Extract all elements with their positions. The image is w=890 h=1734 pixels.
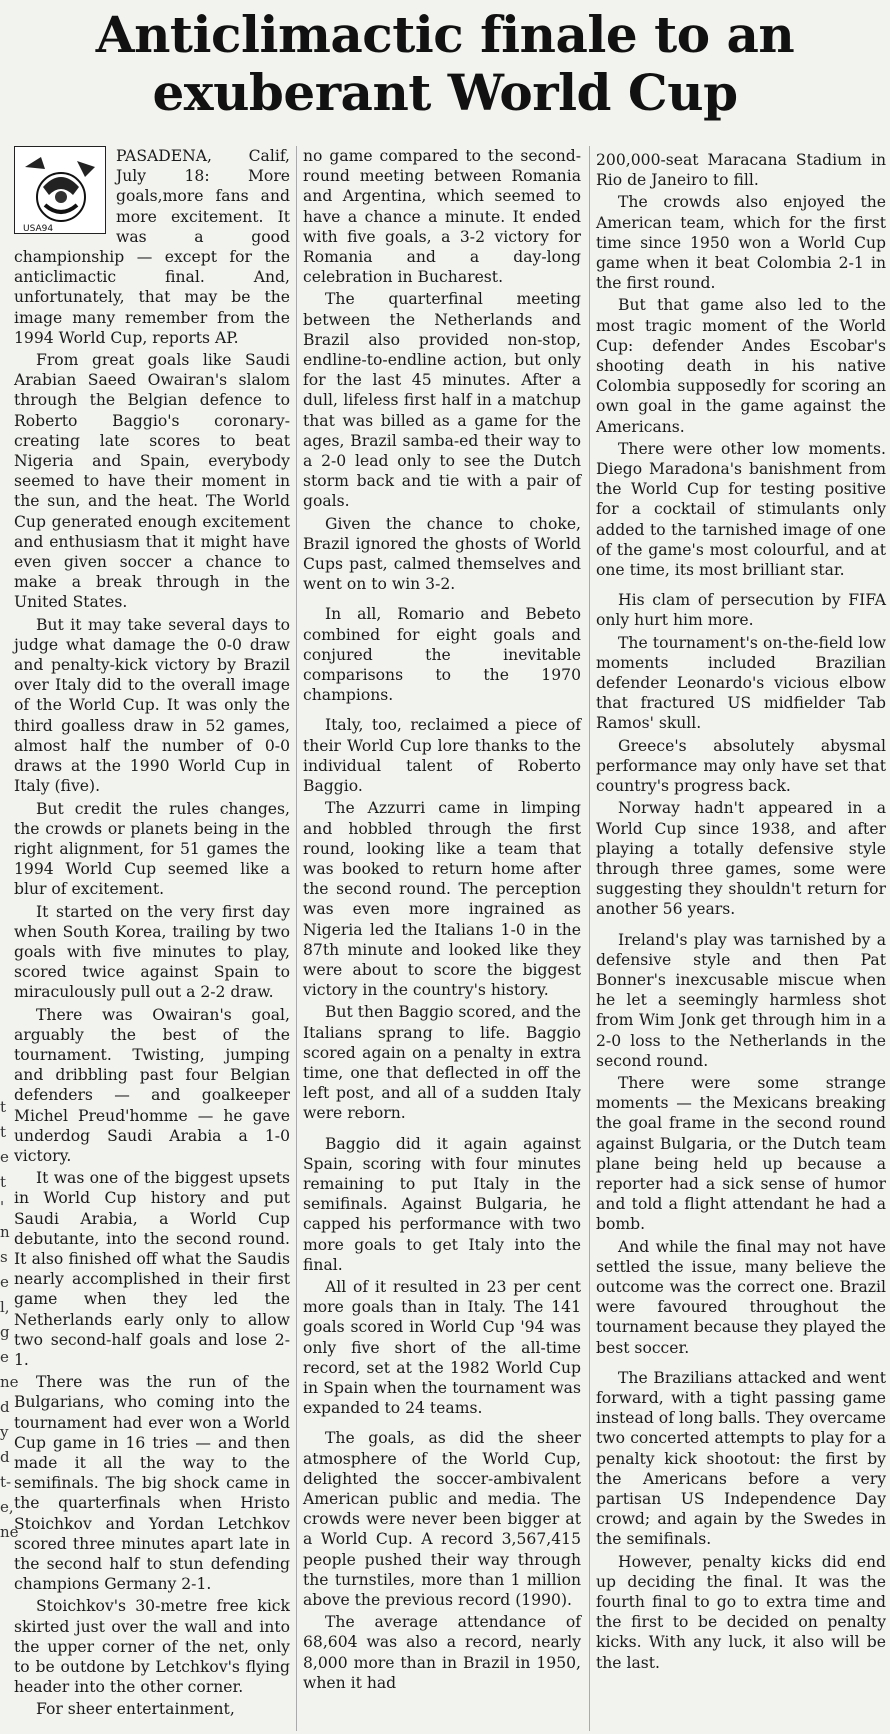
article-paragraph: Stoichkov's 30-metre free kick skirted just over the wall and into the upper corner of the net, only to be outdone by Letchkov's flying header into the other corner. [14,1597,290,1697]
article-paragraph: There were some strange moments — the Mexicans breaking the goal frame in the second round against Bulgaria, or the Dutch team plane being held up because a reporter had a sick sense of humor and told a flight attendant he had a bomb. [596,1073,886,1234]
margin-fragment: e [0,1148,9,1166]
column-rule [296,146,297,1731]
article-paragraph: The Azzurri came in limping and hobbled through the first round, looking like a team that was booked to return home after the second round. The perception was even more ingrained as Nigeria led the Italians 1-0 in the 87th minute and looked like they were about to score the biggest victory in the country's history. [303,799,581,1000]
article-column-1 [14,146,290,1722]
article-paragraph: The quarterfinal meeting between the Netherlands and Brazil also provided non-stop, endline-to-endline action, but only for the last 45 minutes. After a dull, lifeless first half in a matchup that was billed as a game for the ages, Brazil samba-ed their way to a 2-0 lead only to see the Dutch storm back and tie with a pair of goals. [303,290,581,511]
article-paragraph: The tournament's on-the-field low moments included Brazilian defender Leonardo's vicious elbow that fractured US midfielder Tab Ramos' skull. [596,633,886,733]
article-paragraph: The crowds also enjoyed the American team, which for the first time since 1950 won a World Cup game when it beat Colombia 2-1 in the first round. [596,193,886,293]
article-paragraph: Italy, too, reclaimed a piece of their World Cup lore thanks to the individual talent of Roberto Baggio. [303,716,581,796]
article-paragraph: The average attendance of 68,604 was also a record, nearly 8,000 more than in Brazil in 1950, when it had [303,1613,581,1692]
margin-fragment: n [0,1223,10,1241]
margin-fragment: e [0,1348,9,1366]
article-paragraph: But it may take several days to judge what damage the 0-0 draw and penalty-kick victory by Brazil over Italy did to the overall image of the World Cup. It was only the third goalless draw in 52 games, almost half the number of 0-0 draws at the 1990 World Cup in Italy (five). [14,615,290,796]
article-paragraph: Baggio did it again against Spain, scoring with four minutes remaining to put Italy in the semifinals. Against Bulgaria, he capped his performance with two more goals to get Italy into the final. [303,1134,581,1274]
article-paragraph: 200,000-seat Maracana Stadium in Rio de Janeiro to fill. [596,151,886,190]
column-rule [589,146,590,1731]
article-paragraph: For sheer entertainment, [36,1700,235,1719]
article-paragraph: In all, Romario and Bebeto combined for eight goals and conjured the inevitable comparisons to the 1970 champions. [303,605,581,705]
article-column-2 [303,146,581,1695]
article-paragraph: Norway hadn't appeared in a World Cup since 1938, and after playing a totally defensive style through three games, some were suggesting they shouldn't return for another 56 years. [596,799,886,919]
article-paragraph: There was the run of the Bulgarians, who coming into the tournament had ever won a World Cup game in 16 tries — and then made it all the way to the semifinals. The big shock came in the quarterfinals when Hristo Stoichkov and Yordan Letchkov scored three minutes apart late in the second half to stun defending champions Germany 2-1. [14,1373,290,1594]
article-paragraph: no game compared to the second-round meeting between Romania and Argentina, which seemed to have a chance a minute. It ended with five goals, a 3-2 victory for Romania and a day-long celebration in Bucharest. [303,147,581,287]
article-paragraph: But then Baggio scored, and the Italians sprang to life. Baggio scored again on a penalty in extra time, one that deflected in off the left post, and all of a sudden Italy were reborn. [303,1003,581,1123]
margin-fragment: ne [0,1373,19,1391]
article-paragraph: However, penalty kicks did end up deciding the final. It was the fourth final to go to extra time and the first to be decided on penalty kicks. With any luck, it also will be the last. [596,1552,886,1672]
article-paragraph: Ireland's play was tarnished by a defensive style and then Pat Bonner's inexcusable miscue when he let a seemingly harmless shot from Wim Jonk get through him in a 2-0 loss to the Netherlands in the second round. [596,930,886,1070]
article-paragraph: PASADENA, Calif, July 18: More goals,more fans and more excitement. It was a good championship — except for the anticlimactic final. And, unfortunately, that may be the image many remember from the 1994 World Cup, reports AP. [14,147,290,347]
article-paragraph: It was one of the biggest upsets in World Cup history and put Saudi Arabia, a World Cup debutante, into the second round. It also finished off what the Saudis nearly accomplished in their first game when they led the Netherlands early only to allow two second-half goals and lose 2-1. [14,1169,290,1369]
margin-fragment: d [0,1448,10,1466]
article-paragraph: The goals, as did the sheer atmosphere of the World Cup, delighted the soccer-ambivalent American public and media. The crowds were never been bigger at a World Cup. A record 3,567,415 people pushed their way through the turnstiles, more than 1 million above the previous record (1990). [303,1429,581,1610]
margin-fragment: l, [0,1298,10,1316]
margin-fragment: t- [0,1473,12,1491]
article-column-3 [596,150,886,1675]
margin-fragment: t [0,1173,7,1191]
article-paragraph: It started on the very first day when South Korea, trailing by two goals with five minutes to play, scored twice against Spain to miraculously pull out a 2-2 draw. [14,902,290,1002]
margin-fragment: d [0,1398,10,1416]
article-paragraph: Greece's absolutely abysmal performance may only have set that country's progress back. [596,736,886,796]
article-paragraph: There was Owairan's goal, arguably the best of the tournament. Twisting, jumping and dribbling past four Belgian defenders — and goalkeeper Michel Preud'homme — he gave underdog Saudi Arabia a 1-0 victory. [14,1005,290,1165]
article-paragraph: Given the chance to choke, Brazil ignored the ghosts of World Cups past, calmed themselves and went on to win 3-2. [303,514,581,594]
margin-fragment: s [0,1248,8,1266]
world-cup-94-logo-icon [14,146,106,234]
margin-fragment: y [0,1423,9,1441]
article-paragraph: All of it resulted in 23 per cent more goals than in Italy. The 141 goals scored in World Cup '94 was only five short of the all-time record, set at the 1982 World Cup in Spain when the tournament was expanded to 24 teams. [303,1277,581,1418]
article-paragraph: The Brazilians attacked and went forward, with a tight passing game instead of long balls. They overcame two concerted attempts to play for a penalty kick shootout: the first by the Americans before a very partisan US Independence Day crowd; and again by the Swedes in the semifinals. [596,1368,886,1549]
headline [0,0,890,122]
article-paragraph: From great goals like Saudi Arabian Saeed Owairan's slalom through the Belgian defence to Roberto Baggio's coronary-creating late scores to beat Nigeria and Spain, everybody seemed to have their moment in the sun, and the heat. The World Cup generated enough excitement and enthusiasm that it might have even given soccer a chance to make a break through in the United States. [14,351,290,612]
margin-fragment: e [0,1273,9,1291]
article-paragraph: But credit the rules changes, the crowds or planets being in the right alignment, for 51 games the 1994 World Cup seemed like a blur of excitement. [14,799,290,899]
article-paragraph: His clam of persecution by FIFA only hurt him more. [596,591,886,630]
headline-line-2: exuberant World Cup [152,63,738,122]
article-paragraph: There were other low moments. Diego Maradona's banishment from the World Cup for testing positive for a cocktail of stimulants only added to the tarnished image of one of the game's most colourful, and at one time, its most brilliant star. [596,439,886,580]
margin-fragment: g [0,1323,10,1341]
svg-text:USA94: USA94 [23,224,54,233]
margin-fragment: t [0,1098,7,1116]
margin-fragment: ' [0,1198,5,1216]
margin-fragment: ne [0,1523,19,1541]
margin-fragment: e, [0,1498,14,1516]
headline-line-1: Anticlimactic finale to an [95,5,795,64]
margin-fragment: t [0,1123,7,1141]
article-paragraph: But that game also led to the most tragic moment of the World Cup: defender Andes Escobar's shooting death in his native Colombia supposedly for scoring an own goal in the game against the Americans. [596,296,886,436]
article-paragraph: And while the final may not have settled the issue, many believe the outcome was the correct one. Brazil were favoured throughout the tournament because they played the best soccer. [596,1237,886,1357]
clipped-margin-fragments [0,1095,19,1545]
